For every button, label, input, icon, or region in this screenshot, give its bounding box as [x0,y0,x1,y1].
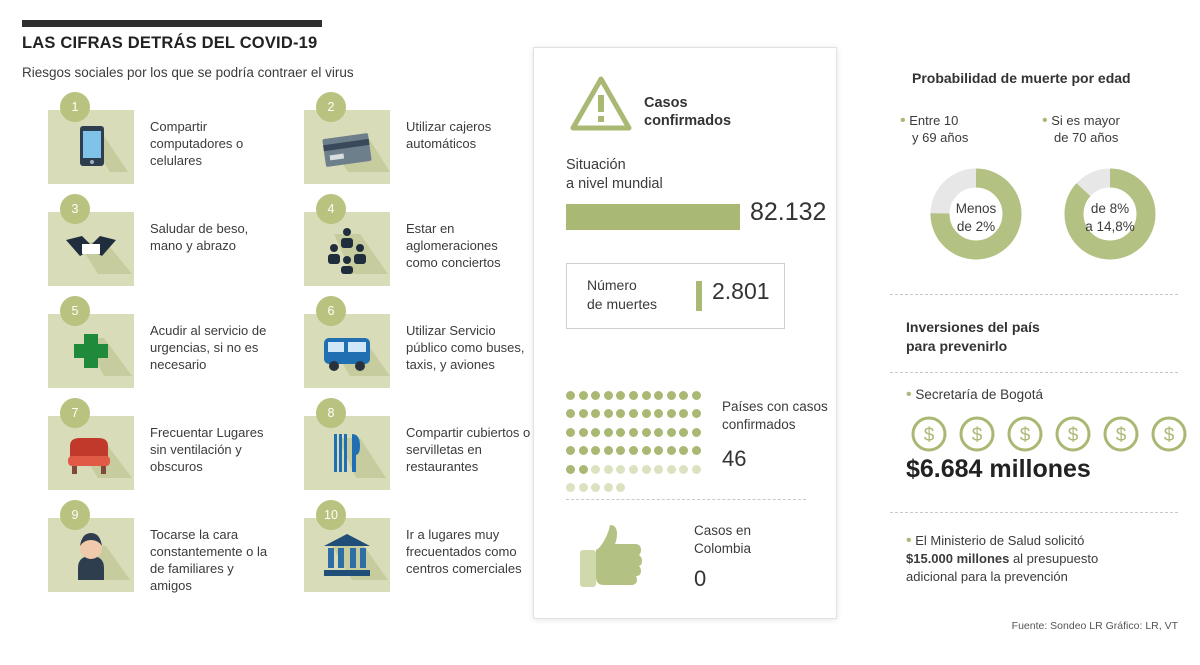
colombia-value: 0 [694,566,707,591]
right-divider-3 [890,512,1178,513]
probability-title: Probabilidad de muerte por edad [912,70,1131,86]
country-dot [616,465,625,474]
country-dot [654,391,663,400]
investment-title-line2: para prevenirlo [906,338,1008,354]
country-dot [591,409,600,418]
page-subtitle: Riesgos sociales por los que se podría contraer el virus [22,65,354,80]
legend-bullet-icon: • [906,532,912,549]
header-rule [22,20,322,27]
ministry-note-line1: El Ministerio de Salud solicitó [915,533,1085,548]
deaths-value: 2.801 [712,278,770,304]
risk-text: Utilizar cajeros automáticos [406,119,492,151]
country-dot [579,483,588,492]
risk-number: 2 [316,92,346,122]
country-dot [642,391,651,400]
money-value: $6.684 millones [906,455,1091,483]
countries-label [722,398,828,434]
legend-line2: de 70 años [1054,130,1119,145]
country-dot [642,428,651,437]
medical-cross-icon [48,314,134,388]
risk-number: 1 [60,92,90,122]
deaths-label [587,276,657,314]
risk-number: 3 [60,194,90,224]
risk-number: 7 [60,398,90,428]
ministry-note-line2: al presupuesto [1009,551,1099,566]
risk-number: 8 [316,398,346,428]
country-dot [616,391,625,400]
country-dot [604,391,613,400]
country-dot [591,428,600,437]
deaths-label-line1: Número [587,277,637,293]
investment-entity [906,386,1043,404]
svg-text:$: $ [1067,425,1079,446]
donut-left-line1: Menos [955,201,997,216]
country-dot [591,391,600,400]
deaths-label-line2: de muertes [587,296,658,312]
legend-line1: Entre 10 [909,113,959,128]
country-dot [629,409,638,418]
svg-text:$: $ [971,425,983,446]
risk-text: Utilizar Servicio público como buses, taxis, y aviones [406,323,525,372]
investment-entity-label: Secretaría de Bogotá [915,387,1043,402]
country-dot [667,446,676,455]
country-dot [566,428,575,437]
countries-label-line2: confirmados [722,417,796,432]
thumbs-up-icon [574,516,652,594]
confirmed-cases-label-line2: confirmados [644,113,732,129]
deaths-tick-mark [696,281,702,311]
situation-label-line2: a nivel mundial [566,176,663,192]
right-divider-2 [890,372,1178,373]
svg-text:$: $ [923,425,935,446]
donut-right-line1: de 8% [1090,201,1130,216]
source-credit: Fuente: Sondeo LR Gráfico: LR, VT [1011,620,1178,632]
country-dot [591,446,600,455]
country-dot [654,409,663,418]
donut-right-label [1070,200,1150,236]
legend-line2: y 69 años [912,130,969,145]
country-dot [692,409,701,418]
donut-left-line2: de 2% [956,219,996,234]
country-dot [616,409,625,418]
country-dot [579,409,588,418]
risk-text: Ir a lugares muy frecuentados como centros comerciales [406,527,522,576]
country-dot [604,409,613,418]
country-dot [579,446,588,455]
country-dot [579,391,588,400]
legend-bullet-icon: • [906,386,912,403]
country-dot [679,391,688,400]
country-dot [692,446,701,455]
risk-text: Compartir computadores o celulares [150,119,244,168]
risk-number: 6 [316,296,346,326]
country-dot [629,465,638,474]
crowd-icon [304,212,390,286]
ministry-note-line3: adicional para la prevención [906,569,1068,584]
country-dot [629,428,638,437]
deaths-box [566,263,785,329]
armchair-icon [48,416,134,490]
colombia-label-line2: Colombia [694,541,752,556]
country-dot [616,428,625,437]
risk-text: Acudir al servicio de urgencias, si no es necesario [150,323,267,372]
country-dot [667,391,676,400]
country-dot [654,465,663,474]
page-title: LAS CIFRAS DETRÁS DEL COVID-19 [22,34,318,52]
card-divider [566,499,806,500]
confirmed-cases-label-line1: Casos [644,95,688,111]
country-dot [667,428,676,437]
svg-text:$: $ [1019,425,1031,446]
countries-dot-grid [566,391,706,501]
world-cases-bar [566,204,740,230]
country-dot [579,465,588,474]
country-dot [566,391,575,400]
risk-text: Compartir cubiertos o servilletas en restaurantes [406,425,531,474]
svg-text:$: $ [1163,425,1175,446]
donut-right-line2: a 14,8% [1085,219,1135,234]
country-dot [654,446,663,455]
country-dot [604,465,613,474]
smartphone-icon [48,110,134,184]
country-dot [642,465,651,474]
country-dot [579,428,588,437]
dollar-coin-icon [1150,425,1192,457]
country-dot [591,483,600,492]
handshake-icon [48,212,134,286]
country-dot [629,391,638,400]
investment-title [906,318,1040,356]
country-dot [692,465,701,474]
risk-text: Tocarse la cara constantemente o la de familiares y amigos [150,527,268,593]
risk-text: Saludar de beso, mano y abrazo [150,221,249,253]
country-dot [566,409,575,418]
country-dot [679,446,688,455]
country-dot [604,446,613,455]
country-dot [654,428,663,437]
country-dot [679,409,688,418]
risk-text: Frecuentar Lugares sin ventilación y obscuros [150,425,264,474]
country-dot [679,465,688,474]
country-dot [604,428,613,437]
risk-text: Estar en aglomeraciones como conciertos [406,221,501,270]
country-dot [642,446,651,455]
risk-number: 4 [316,194,346,224]
person-face-icon [48,518,134,592]
bank-building-icon [304,518,390,592]
colombia-label [694,522,751,558]
risk-number: 9 [60,500,90,530]
country-dot [566,483,575,492]
legend-age-70-plus [1042,112,1120,146]
money-icon-row [910,415,1198,458]
country-dot [566,446,575,455]
country-dot [616,446,625,455]
legend-line1: Si es mayor [1051,113,1120,128]
ministry-note [906,532,1178,586]
country-dot [629,446,638,455]
investment-title-line1: Inversiones del país [906,319,1040,335]
cutlery-icon [304,416,390,490]
countries-label-line1: Países con casos [722,399,828,414]
world-cases-value: 82.132 [750,198,827,226]
credit-card-icon [304,110,390,184]
country-dot [692,428,701,437]
legend-bullet-icon: • [900,112,906,129]
confirmed-cases-label [644,94,731,130]
donut-left-label [936,200,1016,236]
country-dot [616,483,625,492]
country-dot [591,465,600,474]
legend-bullet-icon: • [1042,112,1048,129]
colombia-label-line1: Casos en [694,523,752,538]
risk-number: 10 [316,500,346,530]
bus-icon [304,314,390,388]
country-dot [679,428,688,437]
country-dot [566,465,575,474]
country-dot [667,409,676,418]
ministry-note-amount: $15.000 millones [906,551,1010,566]
country-dot [604,483,613,492]
risk-number: 5 [60,296,90,326]
warning-triangle-icon [570,76,632,132]
legend-age-10-69 [900,112,968,146]
countries-value: 46 [722,446,747,471]
country-dot [692,391,701,400]
right-divider-1 [890,294,1178,295]
country-dot [642,409,651,418]
dollar-coin-icon [1102,425,1144,457]
situation-label [566,156,663,194]
country-dot [667,465,676,474]
stats-card [533,47,837,619]
svg-text:$: $ [1115,425,1127,446]
situation-label-line1: Situación [566,157,626,173]
